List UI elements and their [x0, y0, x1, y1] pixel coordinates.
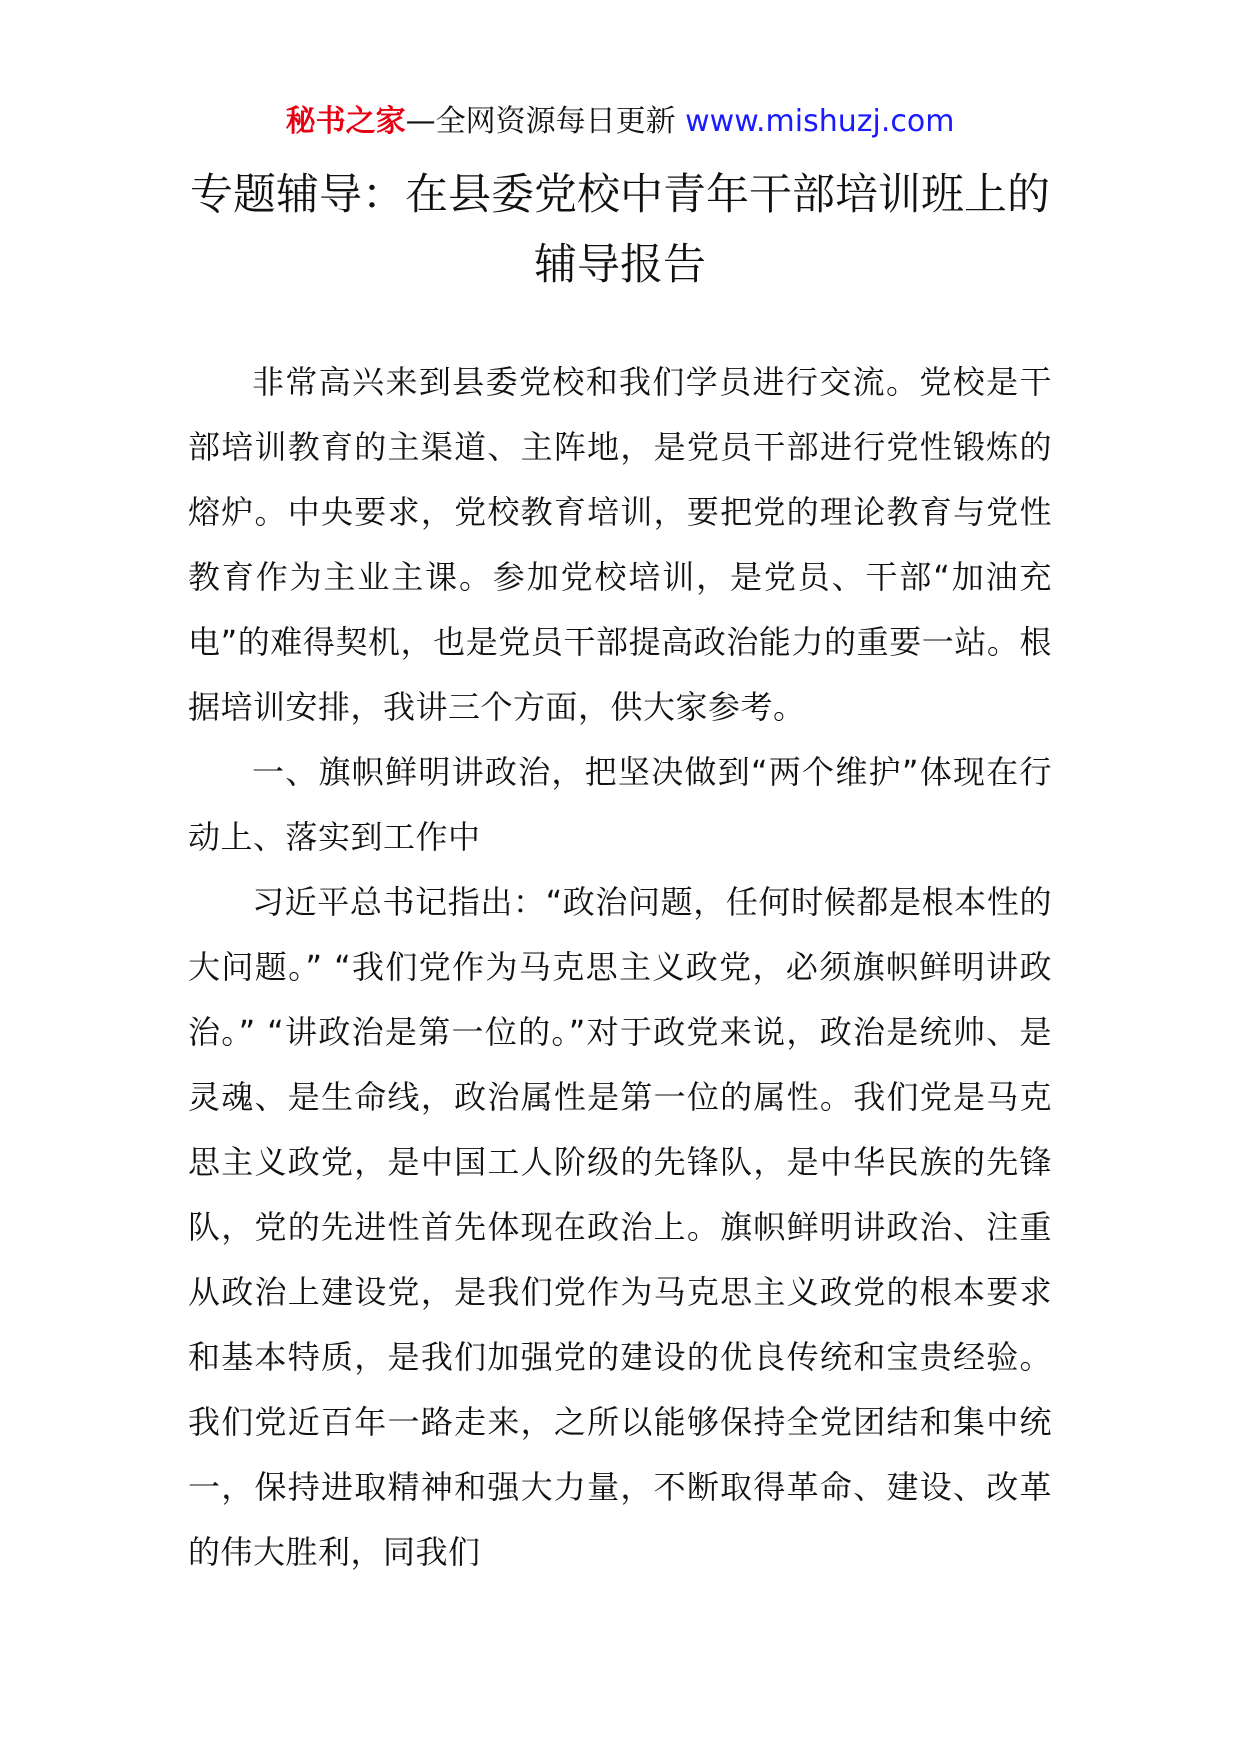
- site-header: [0, 100, 1240, 144]
- paragraph-intro: 非常高兴来到县委党校和我们学员进行交流。党校是干部培训教育的主渠道、主阵地，是党员干部进行党性锻炼的熔炉。中央要求，党校教育培训，要把党的理论教育与党性教育作为主业主课。参加党校培训，是党员、干部“加油充电”的难得契机，也是党员干部提高政治能力的重要一站。根据培训安排，我讲三个方面，供大家参考。: [188, 363, 1052, 726]
- site-url[interactable]: www.mishuzj.com: [685, 104, 955, 139]
- brand-name: 秘书之家: [285, 104, 406, 139]
- document-body: [188, 350, 1052, 1585]
- section-heading-1: 一、旗帜鲜明讲政治，把坚决做到“两个维护”体现在行动上、落实到工作中: [188, 753, 1052, 856]
- header-tagline: —全网资源每日更新: [405, 104, 686, 139]
- paragraph-section-1: 习近平总书记指出：“政治问题，任何时候都是根本性的大问题。” “我们党作为马克思主义政党，必须旗帜鲜明讲政治。” “讲政治是第一位的。”对于政党来说，政治是统帅、是灵魂、是生命线，政治属性是第一位的属性。我们党是马克思主义政党，是中国工人阶级的先锋队，是中华民族的先锋队，党的先进性首先体现在政治上。旗帜鲜明讲政治、注重从政治上建设党，是我们党作为马克思主义政党的根本要求和基本特质，是我们加强党的建设的优良传统和宝贵经验。我们党近百年一路走来，之所以能够保持全党团结和集中统一，保持进取精神和强大力量，不断取得革命、建设、改革的伟大胜利，同我们: [188, 883, 1052, 1571]
- document-title: 专题辅导：在县委党校中青年干部培训班上的辅导报告: [190, 170, 1050, 290]
